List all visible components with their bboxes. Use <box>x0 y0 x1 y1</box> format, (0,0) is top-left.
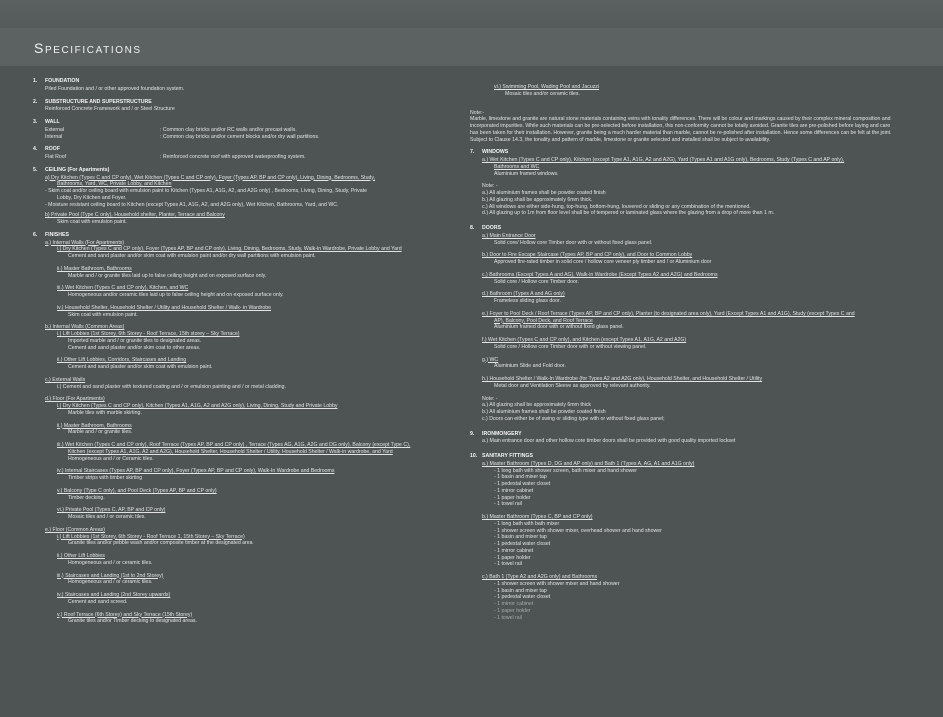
section-title: WINDOWS <box>482 149 509 156</box>
pool-item: vi.) Swimming Pool, Wading Pool and Jacuzzi Mosaic tiles and/or ceramic tiles. <box>494 84 600 97</box>
section-roof: 4. ROOF Flat Roof : Reinforced concrete roof with approved waterproofing system. <box>33 146 453 161</box>
roof-row: Flat Roof : Reinforced concrete roof with approved waterproofing system. <box>45 154 306 160</box>
section-finishes: 6. FINISHES a.) Internal Walls (For Apartments) i.) Dry Kitchen (Types C and CP only), Foyer (Types AP, BP and CP only), Living, Dining, Bedrooms, Study, Walk-in Wardrobe, Private Lobby and Yard Cement and sand plaster and/or skim coat with emulsion paint and/or dry wall partitions with emulsion paint. ii.) Master Bathroom, Bathrooms Marble and / or granite tiles laid up to false ceiling height and on exposed surface only. iii.) Wet Kitchen (Types C and CP only), Kitchen, and WC Homogeneous and/or ceramic tiles laid up to false ceiling height and on exposed surface only. iv.) Household Shelter, Household Shelter / Utility and Household Shelter / Walk- in Wardrobe Skim coat with emulsion paint. b.) Internal Walls (Common Areas) i.) Lift Lobbies (1st Storey, 6th Storey - Roof Terrace, 15th storey – Sky Terrace) Imported marble and / or granite tiles to designated areas. Cement and sand plaster and/or skim coat to other areas. ii.) Other Lift Lobbies, Corridors, Staircases and Landing Cement and sand plaster and/or skim coat with emulsion paint. c.) External Walls i.) Cement and sand plaster with textured coating and / or emulsion painting and / or metal cladding. d.) Floor (For Apartments) i.) Dry Kitchen (Types C and CP only), Kitchen (Types A1, A1G, A2 and A2G only), Living, Dining, Study and Private Lobby Marble tiles with marble skirting. ii.) Master Bathroom, Bathrooms Marble and / or granite tiles. iii.) Wet Kitchen (Types C and CP only), Roof Terrace (Types AP, BP and CP only) , Terrace (Types AG, A1G, A2G and DG only), Balcony (except Type C), Kitchen (except Types A1, A1G, A2 and A2G), Household Shelter, Household Shelter / Utility, Household Shelter / Walk-in wardrobe, and Yard Homogeneous and / or Ceramic tiles. iv.) Internal Staircases (Types AP, BP and CP only), Foyer (Types AP, BP and CP only), Walk-In Wardrobe and Bedrooms Timber strips with timber skirting v.) Balcony (Type C only), and Pool Deck (Types AP, BP and CP only) Timber decking. vi.) Private Pool (Types C, AP, BP and CP only) Mosaic tiles and / or ceramic tiles. e.) Floor (Common Areas) i.) Lift Lobbies (1st Storey, 6th Storey - Roof Terrace 1, 15th Storey – Sky Terrace) Granite tiles and/or pebble wash and/or composite timber at the designated area ii.) Other Lift Lobbies Homogeneous and / or ceramic tiles. iii.) Staircases and Landing (1st to 2nd Storey) Homogeneous and / or ceramic tiles. iv.) Staircases and Landing (2nd Storey upwards) Cement and sand screed. v.) Roof Terrace (6th Storey) and Sky Terrace (15th Storey) Granite tiles and/or Timber decking to designated areas. <box>33 231 411 625</box>
section-text: Reinforced Concrete Framework and / or Steel Structure <box>45 106 175 113</box>
section-title: DOORS <box>482 225 502 231</box>
right-column <box>470 84 900 627</box>
wall-row: External : Common clay bricks and/or RC walls and/or precast walls. <box>45 126 297 133</box>
section-ceiling: 5. CEILING (For Apartments) a) Dry Kitchen (Types C and CP only), Wet Kitchen (Types C and CP only), Foyer (Types AP, BP and CP only), Living, Dining, Bedrooms, Study, Bathrooms, Yard, WC, Private Lobby, and Kitchen - Skim coat and/or ceiling board with emulsion paint to Kitchen (Types A1, A1G, A2, and A2G only) , Bedrooms, Living, Dining, Study, Private Lobby, Dry Kitchen and Foyer. - Moisture resistant ceiling board to Kitchen (except Types A1, A1G, A2, and A2G only), Wet Kitchen, Bathrooms, Yard, and WC. b) Private Pool (Type C only), Household shelter, Planter, Terrace and Balcony Skim coat with emulsion paint. <box>33 166 376 225</box>
section-doors: 8. DOORS a.) Main Entrance Door Solid core/ Hollow core Timber door with or without fixed glass panel. b.) Door to Fire Escape Staircase (Types AP, BP and CP only), and Door to Common Lobby Approved fire-rated timber in solid core / hollow core veneer ply timber and / or Aluminium door c.) Bathrooms (Except Types A and AG), Walk-in Wardrobe (Except Types A2 and A2G) and Bedrooms Solid core / Hollow core Timber door. d.) Bathroom (Types A and AG only) Frameless sliding glass door. e.) Foyer to Pool Deck / Roof Terrace (Types AP, BP and CP only), Planter (to designated area only), Yard (Except Types A1 and A1G), Study (except Types C and AP), Balcony, Pool Deck, and Roof Terrace Aluminium framed door with or without fixed glass panel. f.) Wet Kitchen (Types C and CP only), and Kitchen (except Types A1, A1G, A2 and A2G) Solid core / Hollow core Timber door with or without viewing panel. g.) WC Aluminium Slide and Fold door. h.) Household Shelter / Walk-In Wardrobe (for Types A2 and A2G only), Household Shelter, and Household Shelter / Utility Metal door and Ventilation Sleeve as approved by relevant authority. Note: - a.) All glazing shall be approximately 6mm thick b.) All aluminium frames shall be powder coated finish c.) Doors can either be of swing or sliding type with or without fixed glass panel; <box>470 225 900 423</box>
section-title: CEILING (For Apartments) <box>45 166 110 173</box>
section-title: ROOF <box>45 146 60 153</box>
section-title: FINISHES <box>45 231 69 238</box>
door-item: a.) Main Entrance Door Solid core/ Hollow core Timber door with or without fixed glass panel. <box>482 232 653 246</box>
note-text: Marble, limestone and granite are natural stone materials containing veins with tonality differences. There will be colour and markings caused by their complex mineral composition and incorporated impurities. While such materials can be pre-selected before installation, this non-conformity cannot be totally avoided. Granite tiles are pre-polished before laying and care has been taken for their installation. However, granite being a much harder material than marble, cannot be re-polished after installation. Hence some differences can be felt at the joint. Subject to Clause 14.3, the tonality and pattern of marble, limestone or granite selected and installed shall be subject to availability. <box>470 116 892 143</box>
section-foundation: 1. FOUNDATION Piled Foundation and / or other approved foundation system. <box>33 78 453 93</box>
section-title: SANITARY FITTINGS <box>482 453 533 459</box>
door-item: b.) Door to Fire Escape Staircase (Types AP, BP and CP only), and Door to Common Lobby Approved fire-rated timber in solid core / hollow core veneer ply timber and / or Aluminium door <box>482 252 712 265</box>
section-substructure: 2. SUBSTRUCTURE AND SUPERSTRUCTURE Reinforced Concrete Framework and / or Steel Structure <box>33 99 453 114</box>
door-item: e.) Foyer to Pool Deck / Roof Terrace (Types AP, BP and CP only), Planter (to designated area only), Yard (Except Types A1 and A1G), Study (except Types C and AP), Balcony, Pool Deck, and Roof Terrace Aluminium framed door with or without fixed glass panel. <box>482 310 855 331</box>
door-item: c.) Bathrooms (Except Types A and AG), Walk-in Wardrobe (Except Types A2 and A2G) and Bedrooms Solid core / Hollow core Timber door. <box>482 271 718 285</box>
door-item: g.) WC Aluminium Slide and Fold door. <box>482 356 566 370</box>
note-label: Note:- <box>470 109 485 116</box>
left-column <box>33 78 453 631</box>
section-title: WALL <box>45 119 60 125</box>
door-item: f.) Wet Kitchen (Types C and CP only), and Kitchen (except Types A1, A1G, A2 and A2G) Solid core / Hollow core Timber door with or without viewing panel. <box>482 337 687 350</box>
top-band <box>0 0 943 28</box>
section-windows: 7. WINDOWS a.) Wet Kitchen (Types C and CP only), Kitchen (except Type A1, A1G, A2 and A2G), Yard (Types A1 and A1G only), Bedrooms, Study (Types C and AP only), Bathrooms and WC Aluminium framed windows. Note: - a.) All aluminium frames shall be powder coated finish b.) All glazing shall be approximately 6mm thick. c.) All windows are either side-hung, top-hung, bottom-hung, louvered or sliding or any combination of the mentioned. d.) All glazing up to 1m from floor level shall be of tempered or laminated glass where the glazing from a drop of more than 1 m. <box>470 149 845 217</box>
wall-row: Internal : Common clay bricks and/or cement blocks and/or dry wall partitions. <box>45 133 320 140</box>
section-title: FOUNDATION <box>45 78 80 84</box>
section-title: IRONMONGERY <box>482 430 522 437</box>
section-text: Piled Foundation and / or other approved foundation system. <box>45 85 185 92</box>
section-ironmongery: 9. IRONMONGERY a.) Main entrance door and other hollow core timber doors shall be provided with good quality imported lockset <box>470 430 736 445</box>
note-stone <box>470 110 900 144</box>
section-title: SUBSTRUCTURE AND SUPERSTRUCTURE <box>45 98 152 105</box>
page-title: Specifications <box>34 40 142 56</box>
door-item: h.) Household Shelter / Walk-In Wardrobe (for Types A2 and A2G only), Household Shelter, and Household Shelter / Utility Metal door and Ventilation Sleeve as approved by relevant authority. <box>482 376 763 389</box>
door-item: d.) Bathroom (Types A and AG only) Frameless sliding glass door. <box>482 291 565 304</box>
section-sanitary: 10. SANITARY FITTINGS a.) Master Bathroom (Types D, DG and AP only) and Bath 1 (Types A, AG, A1 and A1G only) - 1 long bath with shower screen, bath mixer and hand shower - 1 basin and mixer tap - 1 pedestal water closet - 1 mirror cabinet - 1 paper holder - 1 towel rail b.) Master Bathroom (Types C, BP and CP only) - 1 long bath with bath mixer - 1 shower screen with shower mixer, overhead shower and hand shower - 1 basin and mixer tap - 1 pedestal water closet - 1 mirror cabinet - 1 paper holder - 1 towel rail c.) Bath 1 (Type A2 and A2G only) and Bathrooms - 1 shower screen with shower mixer and hand shower - 1 basin and mixer tap - 1 pedestal water closet - 1 mirror cabinet - 1 paper holder - 1 towel rail <box>470 453 695 621</box>
section-wall: 3. WALL External : Common clay bricks and/or RC walls and/or precast walls. Internal : Common clay bricks and/or cement blocks and/or dry wall partitions. <box>33 119 453 140</box>
